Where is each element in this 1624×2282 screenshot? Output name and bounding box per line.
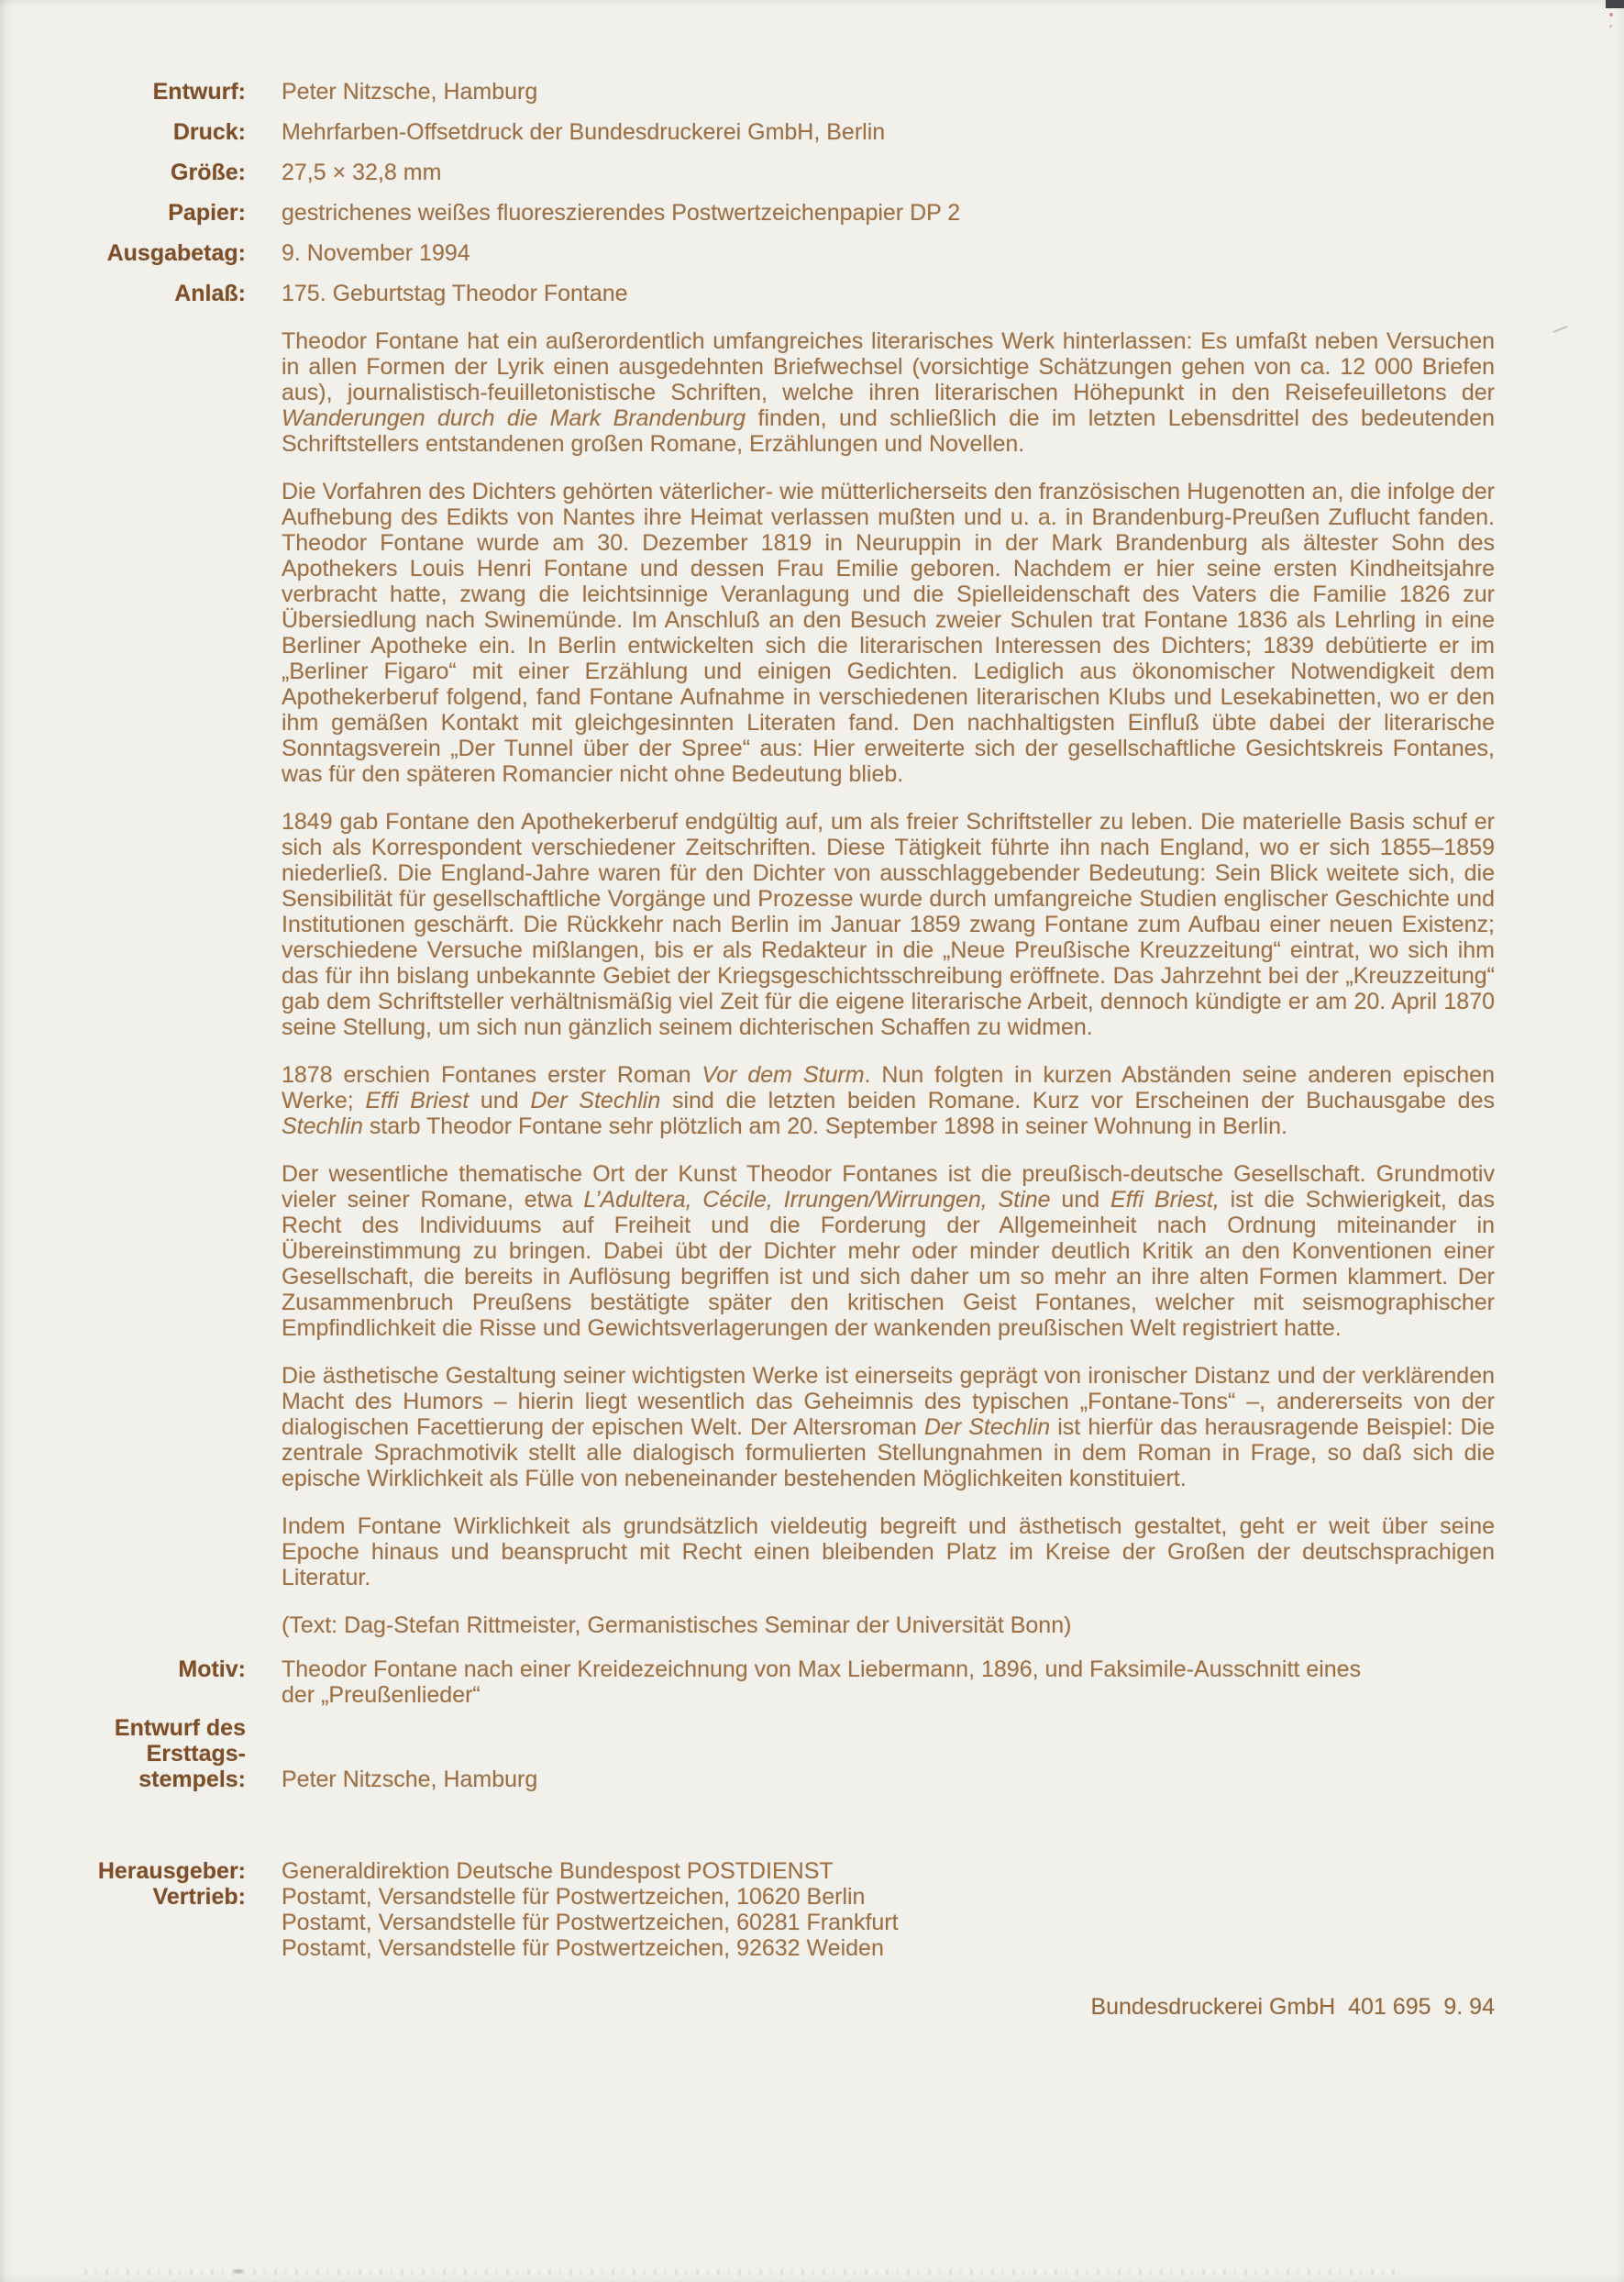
field-label-herausgeber: Herausgeber:: [97, 1858, 246, 1884]
motiv-value: Theodor Fontane nach einer Kreidezeichnung von Max Liebermann, 1896, und Faksimile-Ausschnitt eines der „Preußenlieder“: [282, 1656, 1362, 1708]
distribution-section: [0, 1884, 1495, 1961]
field-value: gestrichenes weißes fluoreszierendes Postwertzeichenpapier DP 2: [282, 200, 961, 226]
field-value: 27,5 × 32,8 mm: [282, 160, 442, 185]
paragraph-text: Theodor Fontane hat ein außerordentlich umfangreiches literarisches Werk hinterlassen: Es umfaßt neben Versuchen in allen Formen der Lyrik einen ausgedehnten Briefwechsel (vorsichtige Schätzungen gehen von ca. 12 000 Briefen aus), journalistisch-feuilletonistische Schriften, welche ihren literarischen Höhepunkt in den Reisefeuilletons der: [282, 328, 1495, 405]
body-paragraph: [282, 328, 1495, 457]
book-title-italic: Wanderungen durch die Mark Brandenburg: [282, 405, 746, 431]
book-title-italic: Effi Briest: [365, 1088, 470, 1113]
book-title-italic: Der Stechlin: [923, 1414, 1051, 1440]
paragraph-text: Indem Fontane Wirklichkeit als grundsätzlich vieldeutig begreift und ästhetisch gestaltet, geht er weit über seine Epoche hinaus und beansprucht mit Recht einen bleibenden Platz im Kreise der Großen der deutschsprachigen Literatur.: [282, 1513, 1495, 1590]
field-label-anlass: Anlaß:: [174, 281, 246, 306]
field-value: 9. November 1994: [282, 240, 470, 266]
field-label-ersttagsstempel: [0, 1715, 246, 1792]
field-label-motiv: Motiv:: [178, 1656, 246, 1682]
field-label-line: Entwurf des: [114, 1715, 246, 1741]
paragraph-text: starb Theodor Fontane sehr plötzlich am 20. September 1898 in seiner Wohnung in Berlin.: [362, 1113, 1287, 1139]
info-field-row: [0, 200, 1495, 226]
publisher-value: Generaldirektion Deutsche Bundespost POSTDIENST: [282, 1858, 834, 1884]
field-label: Papier:: [168, 200, 246, 226]
anlass-value: 175. Geburtstag Theodor Fontane: [282, 281, 628, 306]
book-title-italic: L’Adultera, Cécile, Irrungen/Wirrungen, Stine: [583, 1187, 1051, 1213]
body-paragraph: [282, 1062, 1495, 1139]
document-content: [0, 79, 1495, 2020]
paragraph-text: finden, und schließlich die im letzten Lebensdrittel des bedeutenden Schriftstellers entstandenen großen Romane, Erzählungen und Novellen.: [282, 405, 1495, 457]
field-label: Entwurf:: [152, 79, 246, 105]
paragraph-text: sind die letzten beiden Romane. Kurz vor Erscheinen der Buchausgabe des: [660, 1088, 1495, 1113]
paragraph-text: und: [1050, 1187, 1110, 1213]
field-label-line: stempels:: [138, 1767, 246, 1792]
paragraph-text: . Nun folgten in kurzen Abständen seine anderen epischen Werke;: [282, 1062, 1495, 1113]
body-paragraph: [282, 1161, 1495, 1341]
info-field-row: [0, 119, 1495, 145]
distribution-line: Postamt, Versandstelle für Postwertzeichen, 60281 Frankfurt: [282, 1910, 899, 1935]
paragraph-text: 1878 erschien Fontanes erster Roman: [282, 1062, 702, 1088]
field-label-line: Ersttags-: [146, 1741, 246, 1767]
body-paragraph: [282, 809, 1495, 1040]
info-field-row: [0, 240, 1495, 266]
info-field-row: [0, 79, 1495, 105]
scan-artifact-red-speck-2: [1609, 25, 1612, 28]
scan-artifact-corner-mark: [1606, 0, 1624, 8]
paragraph-text: und: [469, 1088, 531, 1113]
distribution-line: Postamt, Versandstelle für Postwertzeichen, 92632 Weiden: [282, 1935, 884, 1961]
stamp-design-value: [282, 1715, 1495, 1792]
book-title-italic: Effi Briest,: [1110, 1187, 1220, 1213]
scan-artifact-edge-slash: [1552, 326, 1568, 333]
anlass-section: [0, 281, 1495, 1638]
motiv-section: [0, 1656, 1495, 1708]
text-credit-line: (Text: Dag-Stefan Rittmeister, Germanistisches Seminar der Universität Bonn): [282, 1612, 1072, 1638]
body-paragraph: [282, 1363, 1495, 1491]
paragraph-text: ist hierfür das herausragende Beispiel: Die zentrale Sprachmotivik stellt alle dialogisch formulierten Stellungnahmen in dem Roman in Frage, so daß sich die epische Wirklichkeit als Fülle von nebeneinander bestehenden Möglichkeiten konstituiert.: [282, 1414, 1495, 1491]
paragraph-text: ist die Schwierigkeit, das Recht des Individuums auf Freiheit und die Forderung der Allgemeinheit nach Ordnung miteinander in Übereinstimmung zu bringen. Dabei übt der Dichter mehr oder minder deutlich Kritik an den Konventionen einer Gesellschaft, die bereits in Auflösung begriffen ist und sich daher um so mehr an ihre alten Formen klammert. Der Zusammenbruch Preußens bestätigte später den kritischen Geist Fontanes, welcher mit seismographischer Empfindlichkeit die Risse und Gewichtsverlagerungen der wankenden preußischen Welt registriert hatte.: [282, 1187, 1496, 1341]
body-paragraph: [282, 1513, 1495, 1590]
distribution-line: Postamt, Versandstelle für Postwertzeichen, 10620 Berlin: [282, 1884, 866, 1910]
field-label-vertrieb: Vertrieb:: [152, 1884, 246, 1910]
publisher-section: [0, 1858, 1495, 1884]
paragraph-text: 1849 gab Fontane den Apothekerberuf endgültig auf, um als freier Schriftsteller zu leben. Die materielle Basis schuf er sich als Korrespondent verschiedener Zeitschriften. Diese Tätigkeit führte ihn nach England, wo er sich 1855–1859 niederließ. Die England-Jahre waren für den Dichter von ausschlaggebender Bedeutung: Sein Blick weitete sich, die Sensibilität für gesellschaftliche Vorgänge und Prozesse wurde durch umfangreiche Studien englischer Geschichte und Institutionen geschärft. Die Rückkehr nach Berlin im Januar 1859 zwang Fontane zum Aufbau einer neuen Existenz; verschiedene Versuche mißlangen, bis er als Redakteur in die „Neue Preußische Kreuzzeitung“ eintrat, wo sich ihm das für ihn bislang unbekannte Gebiet der Kriegsgeschichtsschreibung eröffnete. Das Jahrzehnt bei der „Kreuzzeitung“ gab dem Schriftsteller verhältnismäßig viel Zeit für die eigene literarische Arbeit, dennoch kündigte er am 20. April 1870 seine Stellung, um sich nun gänzlich seinem dichterischen Schaffen zu widmen.: [282, 809, 1495, 1040]
scan-artifact-bottom-smudge: [84, 2269, 1396, 2276]
printer-imprint: Bundesdruckerei GmbH 401 695 9. 94: [1090, 1994, 1495, 2020]
scan-artifact-bottom-dot: [234, 2269, 243, 2274]
paragraph-text: Der wesentliche thematische Ort der Kunst Theodor Fontanes ist die preußisch-deutsche Gesellschaft. Grundmotiv vieler seiner Romane, etwa: [282, 1161, 1495, 1213]
paragraph-text: Die Vorfahren des Dichters gehörten väterlicher- wie mütterlicherseits den französischen Hugenotten an, die infolge der Aufhebung des Edikts von Nantes ihre Heimat verlassen mußten und u. a. in Brandenburg-Preußen Zuflucht fanden. Theodor Fontane wurde am 30. Dezember 1819 in Neuruppin in der Mark Brandenburg als ältester Sohn des Apothekers Louis Henri Fontane und dessen Frau Emilie geboren. Nachdem er hier seine ersten Kindheitsjahre verbracht hatte, zwang die leichtsinnige Veranlagung und die Spielleidenschaft des Vaters die Familie 1826 zur Übersiedlung nach Swinemünde. Im Anschluß an den Besuch zweier Schulen trat Fontane 1836 als Lehrling in eine Berliner Apotheke ein. In Berlin entwickelten sich die literarischen Interessen des Dichters; 1839 debütierte er im „Berliner Figaro“ mit einer Erzählung und einigen Gedichten. Lediglich aus ökonomischer Notwendigkeit dem Apothekerberuf folgend, fand Fontane Aufnahme in verschiedenen literarischen Klubs und Lesekabinetten, wo er den ihm gemäßen Kontakt mit gleichgesinnten Literaten fand. Den nachhaltigsten Einfluß übte dabei der literarische Sonntagsverein „Der Tunnel über der Spree“ aus: Hier erweiterte sich der gesellschaftliche Gesichtskreis Fontanes, was für den späteren Romancier nicht ohne Bedeutung blieb.: [282, 479, 1495, 787]
field-label: Größe:: [171, 160, 246, 185]
info-field-row: [0, 160, 1495, 185]
paragraph-text: Die ästhetische Gestaltung seiner wichtigsten Werke ist einerseits geprägt von ironischer Distanz und der verklärenden Macht des Humors – hierin liegt wesentlich das Geheimnis des typischen „Fontane-Tons“ –, andererseits von der dialogischen Facettierung der epischen Welt. Der Altersroman: [282, 1363, 1495, 1440]
book-title-italic: Stechlin: [282, 1113, 363, 1139]
field-label: Ausgabetag:: [106, 240, 246, 266]
book-title-italic: Der Stechlin: [530, 1088, 661, 1113]
anlass-content: [282, 281, 1495, 1638]
info-fields-section: [0, 79, 1495, 266]
field-value: Peter Nitzsche, Hamburg: [282, 79, 538, 105]
book-title-italic: Vor dem Sturm: [702, 1062, 865, 1088]
field-label: Druck:: [172, 119, 246, 145]
distribution-lines: [282, 1884, 1495, 1961]
body-paragraphs: [282, 328, 1495, 1590]
first-day-stamp-design-section: [0, 1715, 1495, 1792]
stamp-designer: Peter Nitzsche, Hamburg: [282, 1767, 538, 1792]
scan-artifact-red-speck: [1609, 13, 1613, 17]
field-value: Mehrfarben-Offsetdruck der Bundesdruckerei GmbH, Berlin: [282, 119, 886, 145]
body-paragraph: [282, 479, 1495, 787]
